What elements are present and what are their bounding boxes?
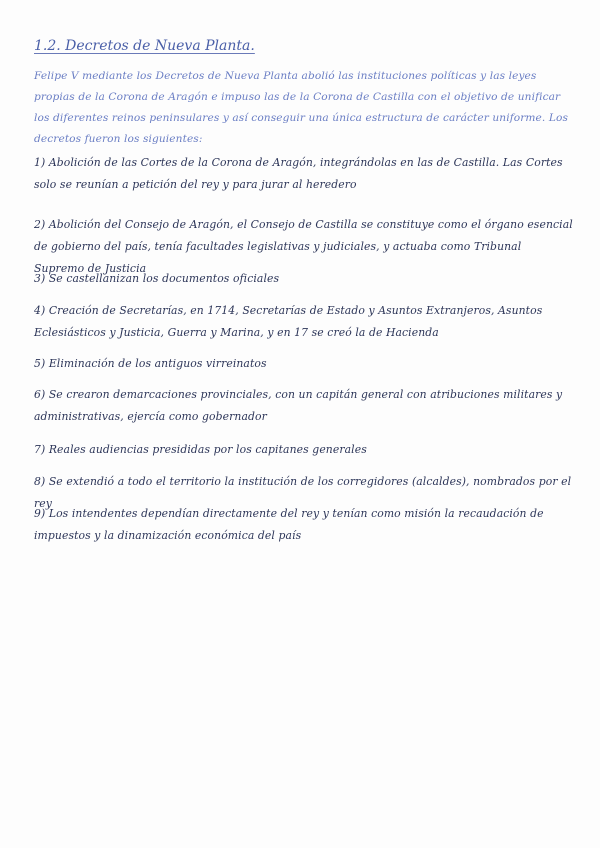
intro-paragraph: Felipe V mediante los Decretos de Nueva Planta abolió las instituciones políticas y las leyes propias de la Corona de Aragón e impuso las de la Corona de Castilla con el objetivo de unificar los diferentes reinos peninsulares y así conseguir una única estructura de carácter uniforme. Los decretos fueron los siguientes:: [34, 70, 568, 145]
list-item: 9) Los intendentes dependían directamente del rey y tenían como misión la recaudación de impuestos y la dinamización económica del país: [34, 507, 544, 542]
list-item: 8) Se extendió a todo el territorio la institución de los corregidores (alcaldes), nombrados por el rey: [34, 475, 572, 510]
list-item: 2) Abolición del Consejo de Aragón, el Consejo de Castilla se constituye como el órgano esencial de gobierno del país, tenía facultades legislativas y judiciales, y actuaba como Tribunal Supremo de Justicia: [34, 218, 573, 275]
list-item: 5) Eliminación de los antiguos virreinatos: [34, 357, 267, 370]
list-item: 6) Se crearon demarcaciones provinciales, con un capitán general con atribuciones militares y administrativas, ejercía como gobernador: [34, 388, 563, 423]
section-heading: 1.2. Decretos de Nueva Planta.: [34, 38, 255, 54]
list-item: 3) Se castellanizan los documentos oficiales: [34, 272, 280, 285]
list-item: 1) Abolición de las Cortes de la Corona de Aragón, integrándolas en las de Castilla. Las Cortes solo se reunían a petición del rey y para jurar al heredero: [34, 156, 563, 191]
list-item: 7) Reales audiencias presididas por los capitanes generales: [34, 443, 367, 456]
list-item: 4) Creación de Secretarías, en 1714, Secretarías de Estado y Asuntos Extranjeros, Asuntos Eclesiásticos y Justicia, Guerra y Marina, y en 17 se creó la de Hacienda: [34, 304, 543, 339]
